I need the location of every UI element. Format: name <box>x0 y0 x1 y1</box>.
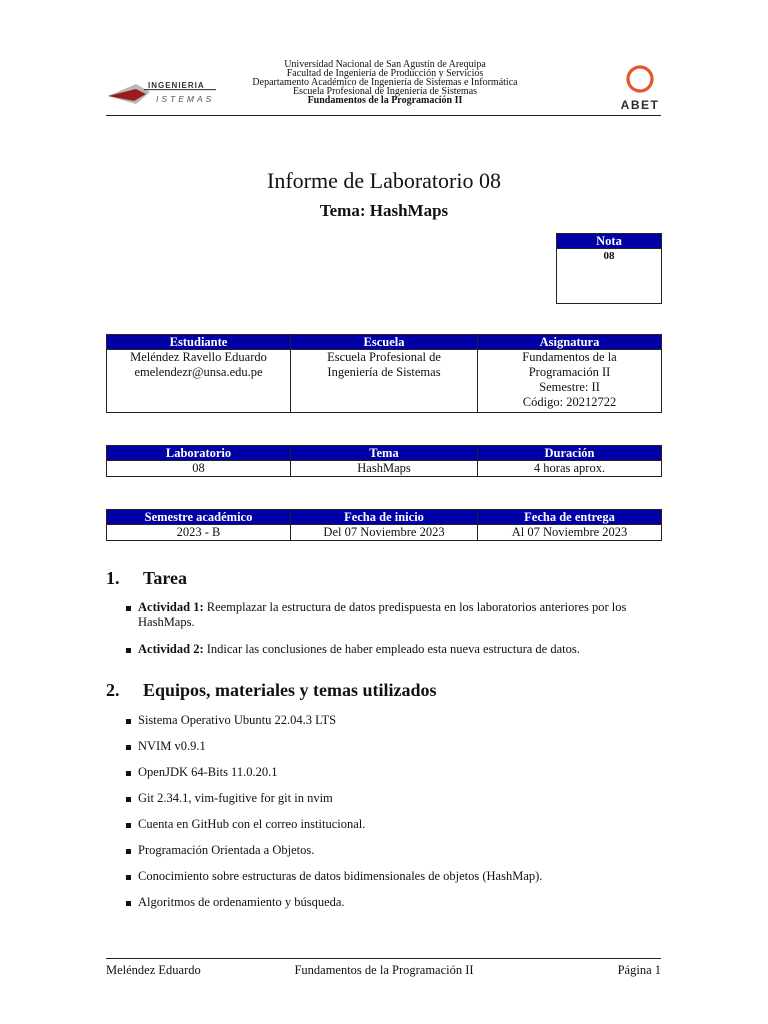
list-item: Cuenta en GitHub con el correo institucional. <box>124 817 664 843</box>
list-item: Programación Orientada a Objetos. <box>124 843 664 869</box>
course-semester: Semestre: II <box>539 380 600 394</box>
footer-author: Meléndez Eduardo <box>106 963 201 977</box>
list-item: Conocimiento sobre estructuras de datos bidimensionales de objetos (HashMap). <box>124 869 664 895</box>
grade-table <box>556 233 662 304</box>
school-line: Ingeniería de Sistemas <box>327 365 441 379</box>
course-code: Código: 20212722 <box>522 395 617 409</box>
report-subtitle: Tema: HashMaps <box>319 201 449 220</box>
section-title: Equipos, materiales y temas utilizados <box>143 680 437 700</box>
list-item: Git 2.34.1, vim-fugitive for git in nvim <box>124 791 664 817</box>
abet-text: ABET <box>620 98 660 112</box>
course-cell <box>478 350 662 413</box>
course-line: Fundamentos de la <box>522 350 617 364</box>
header-institution <box>230 60 540 105</box>
report-title: Informe de Laboratorio 08 <box>267 168 501 193</box>
table-cell: Del 07 Noviembre 2023 <box>291 525 478 541</box>
footer-page-number: Página 1 <box>617 963 661 977</box>
section-heading-equipos <box>106 680 437 701</box>
section-number: 1. <box>106 568 120 588</box>
header-line: Facultad de Ingeniería de Producción y Servicios <box>286 68 484 79</box>
header-course: Fundamentos de la Programación II <box>307 95 463 106</box>
header-line: Universidad Nacional de San Agustín de Arequipa <box>284 59 486 70</box>
table-header: Duración <box>478 446 662 461</box>
table-cell: Al 07 Noviembre 2023 <box>478 525 662 541</box>
list-item: OpenJDK 64-Bits 11.0.20.1 <box>124 765 664 791</box>
lab-info-table <box>106 445 662 477</box>
school-cell <box>291 350 478 413</box>
logo-left-top-text: INGENIERIA <box>148 81 205 90</box>
student-email: emelendezr@unsa.edu.pe <box>134 365 263 379</box>
course-line: Programación II <box>528 365 611 379</box>
school-line: Escuela Profesional de <box>327 350 441 364</box>
list-item: NVIM v0.9.1 <box>124 739 664 765</box>
semester-info-table <box>106 509 662 541</box>
table-header: Escuela <box>291 335 478 350</box>
footer-course: Fundamentos de la Programación II <box>294 963 474 977</box>
activity-label: Actividad 1: <box>138 600 204 614</box>
footer-divider <box>106 958 661 959</box>
header-line: Escuela Profesional de Ingeniería de Sistemas <box>292 86 478 97</box>
list-item <box>124 642 664 657</box>
activity-label: Actividad 2: <box>138 642 204 656</box>
table-header: Laboratorio <box>107 446 291 461</box>
table-cell: 08 <box>107 461 291 477</box>
task-list <box>124 600 664 657</box>
section-number: 2. <box>106 680 120 700</box>
list-item: Sistema Operativo Ubuntu 22.04.3 LTS <box>124 713 664 739</box>
list-item <box>124 600 664 630</box>
student-info-table <box>106 334 662 413</box>
table-header: Tema <box>291 446 478 461</box>
table-header: Fecha de entrega <box>478 510 662 525</box>
table-cell: HashMaps <box>291 461 478 477</box>
materials-list <box>124 713 664 921</box>
list-item: Algoritmos de ordenamiento y búsqueda. <box>124 895 664 921</box>
abet-logo <box>617 64 663 110</box>
table-header: Estudiante <box>107 335 291 350</box>
table-header: Semestre académico <box>107 510 291 525</box>
grade-value: 08 <box>557 249 662 304</box>
header-line: Departamento Académico de Ingeniería de Sistemas e Informática <box>252 77 518 88</box>
section-heading-tarea <box>106 568 187 589</box>
table-cell: 2023 - B <box>107 525 291 541</box>
student-cell <box>107 350 291 413</box>
activity-text: Reemplazar la estructura de datos predispuesta en los laboratorios anteriores por los HashMaps. <box>138 600 627 629</box>
table-header: Fecha de inicio <box>291 510 478 525</box>
table-cell: 4 horas aprox. <box>478 461 662 477</box>
grade-header: Nota <box>557 234 662 249</box>
section-title: Tarea <box>143 568 188 588</box>
logo-left-bottom-text: ISTEMAS <box>156 94 215 104</box>
header-divider <box>106 115 661 116</box>
table-header: Asignatura <box>478 335 662 350</box>
activity-text: Indicar las conclusiones de haber empleado esta nueva estructura de datos. <box>203 642 580 656</box>
student-name: Meléndez Ravello Eduardo <box>130 350 267 364</box>
ingenieria-sistemas-logo <box>106 78 221 108</box>
